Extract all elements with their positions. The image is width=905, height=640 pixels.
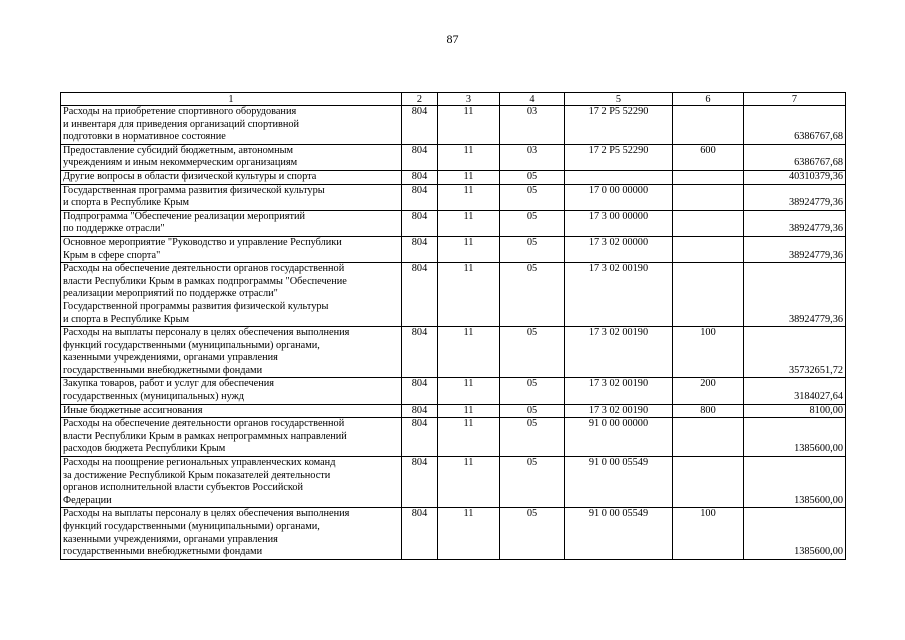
code-col6: 200 xyxy=(673,378,744,404)
code-col2: 804 xyxy=(402,210,438,236)
table-row xyxy=(61,144,846,170)
amount-cell: 38924779,36 xyxy=(744,184,846,210)
table-row xyxy=(61,170,846,184)
column-header: 1 xyxy=(61,93,402,106)
code-col4: 05 xyxy=(500,263,565,327)
code-col5: 17 2 P5 52290 xyxy=(565,106,673,145)
code-col3: 11 xyxy=(438,378,500,404)
code-col3: 11 xyxy=(438,106,500,145)
code-col2: 804 xyxy=(402,404,438,418)
code-col4: 03 xyxy=(500,144,565,170)
item-name: Расходы на приобретение спортивного оборудования и инвентаря для приведения организаций спортивной подготовки в нормативное состояние xyxy=(61,106,402,145)
amount-cell: 6386767,68 xyxy=(744,144,846,170)
table-row xyxy=(61,404,846,418)
code-col3: 11 xyxy=(438,236,500,262)
code-col2: 804 xyxy=(402,184,438,210)
code-col6 xyxy=(673,457,744,508)
table-row xyxy=(61,508,846,559)
item-name: Расходы на поощрение региональных управленческих команд за достижение Республикой Крым показателей деятельности органов исполнительной власти субъектов Российской Федерации xyxy=(61,457,402,508)
table-header-row xyxy=(61,93,846,106)
item-name: Предоставление субсидий бюджетным, автономным учреждениям и иным некоммерческим организациям xyxy=(61,144,402,170)
item-name: Расходы на обеспечение деятельности органов государственной власти Республики Крым в рамках непрограммных направлений расходов бюджета Республики Крым xyxy=(61,418,402,457)
table-row xyxy=(61,106,846,145)
amount-cell: 1385600,00 xyxy=(744,457,846,508)
code-col4: 05 xyxy=(500,378,565,404)
code-col2: 804 xyxy=(402,327,438,378)
table-row xyxy=(61,263,846,327)
code-col5: 17 3 02 00190 xyxy=(565,263,673,327)
table-row xyxy=(61,327,846,378)
code-col3: 11 xyxy=(438,263,500,327)
column-header: 7 xyxy=(744,93,846,106)
item-name: Расходы на выплаты персоналу в целях обеспечения выполнения функций государственными (муниципальными) органами, казенными учреждениями, органами управления государственными внебюджетными фондами xyxy=(61,508,402,559)
code-col5: 17 2 P5 52290 xyxy=(565,144,673,170)
code-col4: 05 xyxy=(500,170,565,184)
amount-cell: 38924779,36 xyxy=(744,210,846,236)
code-col6 xyxy=(673,418,744,457)
item-name: Основное мероприятие "Руководство и управление Республики Крым в сфере спорта" xyxy=(61,236,402,262)
code-col6: 800 xyxy=(673,404,744,418)
code-col4: 05 xyxy=(500,418,565,457)
code-col4: 05 xyxy=(500,236,565,262)
code-col6 xyxy=(673,184,744,210)
amount-cell: 38924779,36 xyxy=(744,236,846,262)
code-col3: 11 xyxy=(438,508,500,559)
code-col4: 05 xyxy=(500,184,565,210)
column-header: 2 xyxy=(402,93,438,106)
amount-cell: 1385600,00 xyxy=(744,418,846,457)
code-col3: 11 xyxy=(438,404,500,418)
item-name: Расходы на обеспечение деятельности органов государственной власти Республики Крым в рамках подпрограммы "Обеспечение реализации мероприятий по поддержке отрасли" Государственной программы развития физической культуры и спорта в Республике Крым xyxy=(61,263,402,327)
code-col5: 17 3 02 00190 xyxy=(565,404,673,418)
amount-cell: 8100,00 xyxy=(744,404,846,418)
code-col2: 804 xyxy=(402,263,438,327)
code-col4: 05 xyxy=(500,508,565,559)
code-col4: 05 xyxy=(500,210,565,236)
item-name: Расходы на выплаты персоналу в целях обеспечения выполнения функций государственными (муниципальными) органами, казенными учреждениями, органами управления государственными внебюджетными фондами xyxy=(61,327,402,378)
item-name: Иные бюджетные ассигнования xyxy=(61,404,402,418)
table-row xyxy=(61,210,846,236)
budget-table xyxy=(60,92,846,560)
amount-cell: 40310379,36 xyxy=(744,170,846,184)
code-col6: 600 xyxy=(673,144,744,170)
code-col4: 05 xyxy=(500,327,565,378)
code-col2: 804 xyxy=(402,418,438,457)
item-name: Государственная программа развития физической культуры и спорта в Республике Крым xyxy=(61,184,402,210)
item-name: Подпрограмма "Обеспечение реализации мероприятий по поддержке отрасли" xyxy=(61,210,402,236)
amount-cell: 1385600,00 xyxy=(744,508,846,559)
table-row xyxy=(61,236,846,262)
code-col5: 91 0 00 05549 xyxy=(565,457,673,508)
table-row xyxy=(61,378,846,404)
code-col6 xyxy=(673,210,744,236)
code-col5 xyxy=(565,170,673,184)
code-col3: 11 xyxy=(438,170,500,184)
code-col5: 17 3 02 00190 xyxy=(565,378,673,404)
code-col4: 03 xyxy=(500,106,565,145)
item-name: Другие вопросы в области физической культуры и спорта xyxy=(61,170,402,184)
code-col2: 804 xyxy=(402,508,438,559)
column-header: 6 xyxy=(673,93,744,106)
code-col3: 11 xyxy=(438,457,500,508)
code-col5: 17 3 02 00000 xyxy=(565,236,673,262)
item-name: Закупка товаров, работ и услуг для обеспечения государственных (муниципальных) нужд xyxy=(61,378,402,404)
table-row xyxy=(61,184,846,210)
code-col5: 17 0 00 00000 xyxy=(565,184,673,210)
code-col2: 804 xyxy=(402,170,438,184)
code-col2: 804 xyxy=(402,378,438,404)
code-col3: 11 xyxy=(438,327,500,378)
code-col4: 05 xyxy=(500,404,565,418)
table-row xyxy=(61,457,846,508)
code-col5: 91 0 00 05549 xyxy=(565,508,673,559)
code-col5: 17 3 00 00000 xyxy=(565,210,673,236)
code-col2: 804 xyxy=(402,236,438,262)
amount-cell: 6386767,68 xyxy=(744,106,846,145)
column-header: 4 xyxy=(500,93,565,106)
code-col6: 100 xyxy=(673,508,744,559)
code-col6 xyxy=(673,170,744,184)
column-header: 3 xyxy=(438,93,500,106)
amount-cell: 38924779,36 xyxy=(744,263,846,327)
amount-cell: 35732651,72 xyxy=(744,327,846,378)
code-col2: 804 xyxy=(402,457,438,508)
code-col3: 11 xyxy=(438,418,500,457)
table-row xyxy=(61,418,846,457)
code-col2: 804 xyxy=(402,106,438,145)
page-number: 87 xyxy=(446,32,459,46)
code-col2: 804 xyxy=(402,144,438,170)
code-col6 xyxy=(673,236,744,262)
code-col3: 11 xyxy=(438,210,500,236)
code-col4: 05 xyxy=(500,457,565,508)
code-col3: 11 xyxy=(438,184,500,210)
code-col6: 100 xyxy=(673,327,744,378)
code-col3: 11 xyxy=(438,144,500,170)
code-col6 xyxy=(673,106,744,145)
amount-cell: 3184027,64 xyxy=(744,378,846,404)
code-col6 xyxy=(673,263,744,327)
column-header: 5 xyxy=(565,93,673,106)
code-col5: 17 3 02 00190 xyxy=(565,327,673,378)
code-col5: 91 0 00 00000 xyxy=(565,418,673,457)
